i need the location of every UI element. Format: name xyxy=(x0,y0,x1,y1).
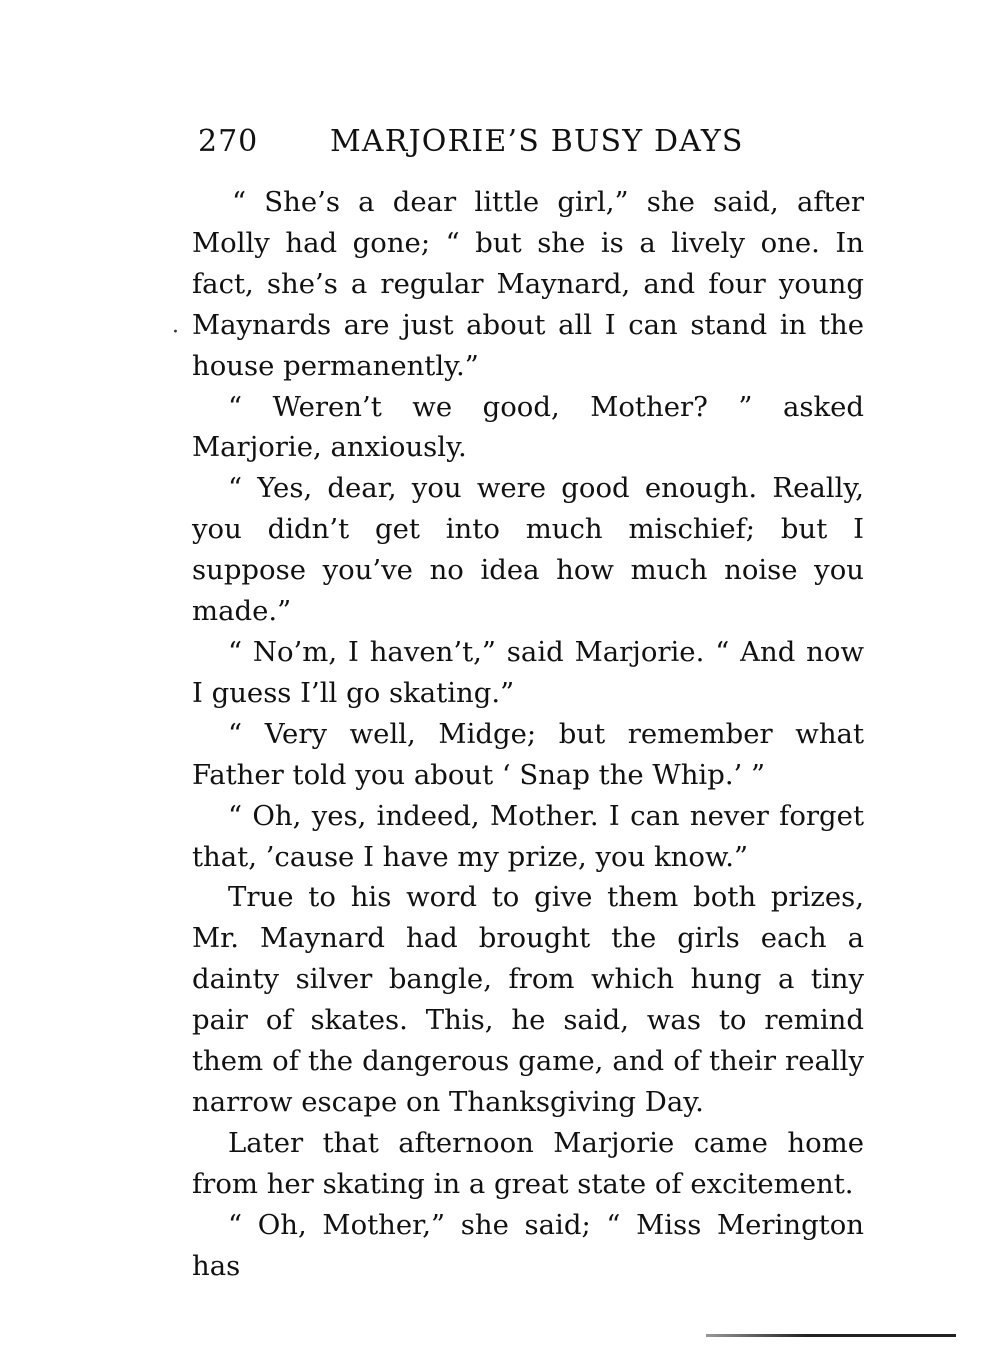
paragraph: “ She’s a dear little girl,” she said, after Molly had gone; “ but she is a lively one. In fact, she’s a regular Maynard, and four young Maynards are just about all I can stand in the house permanently.” xyxy=(192,186,864,382)
paragraph: “ No’m, I haven’t,” said Marjorie. “ And now I guess I’ll go skating.” xyxy=(192,635,864,709)
paragraph: True to his word to give them both prizes, Mr. Maynard had brought the girls each a dainty silver bangle, from which hung a tiny pair of skates. This, he said, was to remind them of the dangerous game, and of their really narrow escape on Thanksgiving Day. xyxy=(192,881,864,1118)
paragraph: “ Oh, Mother,” she said; “ Miss Merington has xyxy=(192,1208,864,1282)
margin-mark: · xyxy=(172,320,179,345)
paragraph: “ Very well, Midge; but remember what Father told you about ‘ Snap the Whip.’ ” xyxy=(192,717,864,791)
bottom-rule xyxy=(706,1334,956,1337)
paragraph: “ Oh, yes, indeed, Mother. I can never forget that, ’cause I have my prize, you know.” xyxy=(192,799,864,873)
paragraph: Later that afternoon Marjorie came home from her skating in a great state of excitement. xyxy=(192,1126,864,1200)
running-title: MARJORIE’S BUSY DAYS xyxy=(330,124,744,159)
paragraph: “ Weren’t we good, Mother? ” asked Marjorie, anxiously. xyxy=(192,390,864,464)
body-text xyxy=(192,182,864,1286)
page-number: 270 xyxy=(198,124,259,159)
page-header xyxy=(198,124,878,168)
paragraph: “ Yes, dear, you were good enough. Really, you didn’t get into much mischief; but I suppose you’ve no idea how much noise you made.” xyxy=(192,472,864,628)
